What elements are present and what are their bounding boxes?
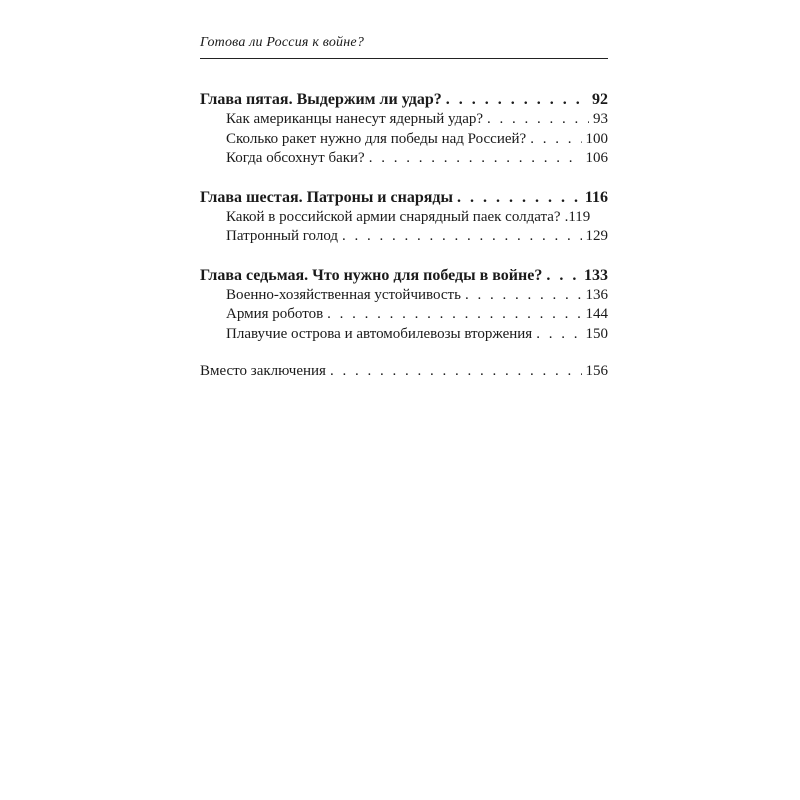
table-of-contents	[200, 89, 608, 400]
toc-item-row	[200, 325, 608, 345]
page-number: 133	[584, 266, 608, 284]
chapter-title: Глава шестая. Патроны и снаряды	[200, 188, 453, 206]
chapter-title: Глава пятая. Выдержим ли удар?	[200, 91, 442, 108]
toc-item-row	[200, 149, 608, 169]
page-number: 136	[585, 286, 608, 303]
item-title: Патронный голод	[226, 228, 339, 244]
item-title: Когда обсохнут баки?	[226, 150, 365, 166]
toc-section-chapter-7	[200, 265, 608, 345]
header-rule	[200, 58, 608, 59]
toc-section-chapter-5	[200, 89, 608, 169]
dot-leader	[327, 305, 581, 325]
toc-item-row	[200, 305, 608, 325]
item-title: Как американцы нанесут ядерный удар?	[226, 111, 484, 127]
page-number: 100	[585, 130, 608, 147]
item-title: Военно-хозяйственная устойчивость	[226, 286, 461, 303]
dot-leader	[457, 187, 581, 208]
toc-item-row	[200, 110, 608, 130]
item-title: Какой в российской армии снарядный паек солдата?	[226, 208, 561, 225]
toc-item-row	[200, 286, 608, 306]
item-title: Армия роботов	[226, 306, 324, 322]
dot-leader	[446, 89, 588, 110]
page-number: 129	[585, 228, 608, 244]
dot-leader	[330, 362, 582, 382]
page-number: 92	[592, 91, 608, 108]
page-number: 106	[585, 150, 608, 166]
item-title: Плавучие острова и автомобилевозы вторжения	[226, 325, 533, 342]
page-number: 156	[585, 363, 608, 379]
dot-leader	[369, 149, 582, 169]
conclusion-title: Вместо заключения	[200, 363, 326, 379]
dot-leader	[546, 265, 580, 286]
chapter-title: Глава седьмая. Что нужно для победы в войне?	[200, 266, 543, 284]
item-title: Сколько ракет нужно для победы над Россией?	[226, 130, 527, 147]
page-number: .119	[564, 208, 591, 225]
toc-section-conclusion	[200, 362, 608, 382]
toc-section-chapter-6	[200, 187, 608, 247]
dot-leader	[342, 227, 581, 247]
page-number: 150	[585, 325, 608, 342]
toc-chapter-row	[200, 187, 608, 208]
toc-item-row	[200, 227, 608, 247]
toc-conclusion-row	[200, 362, 608, 382]
page-number: 144	[585, 306, 608, 322]
dot-leader	[487, 110, 589, 130]
toc-chapter-row	[200, 89, 608, 110]
toc-item-row	[200, 130, 608, 150]
page-number: 116	[584, 188, 608, 206]
page-number: 93	[593, 111, 608, 127]
dot-leader	[536, 325, 581, 345]
dot-leader	[530, 130, 581, 150]
toc-chapter-row	[200, 265, 608, 286]
dot-leader	[465, 286, 582, 306]
running-header: Готова ли Россия к войне?	[200, 35, 365, 50]
toc-item-row	[200, 208, 608, 228]
